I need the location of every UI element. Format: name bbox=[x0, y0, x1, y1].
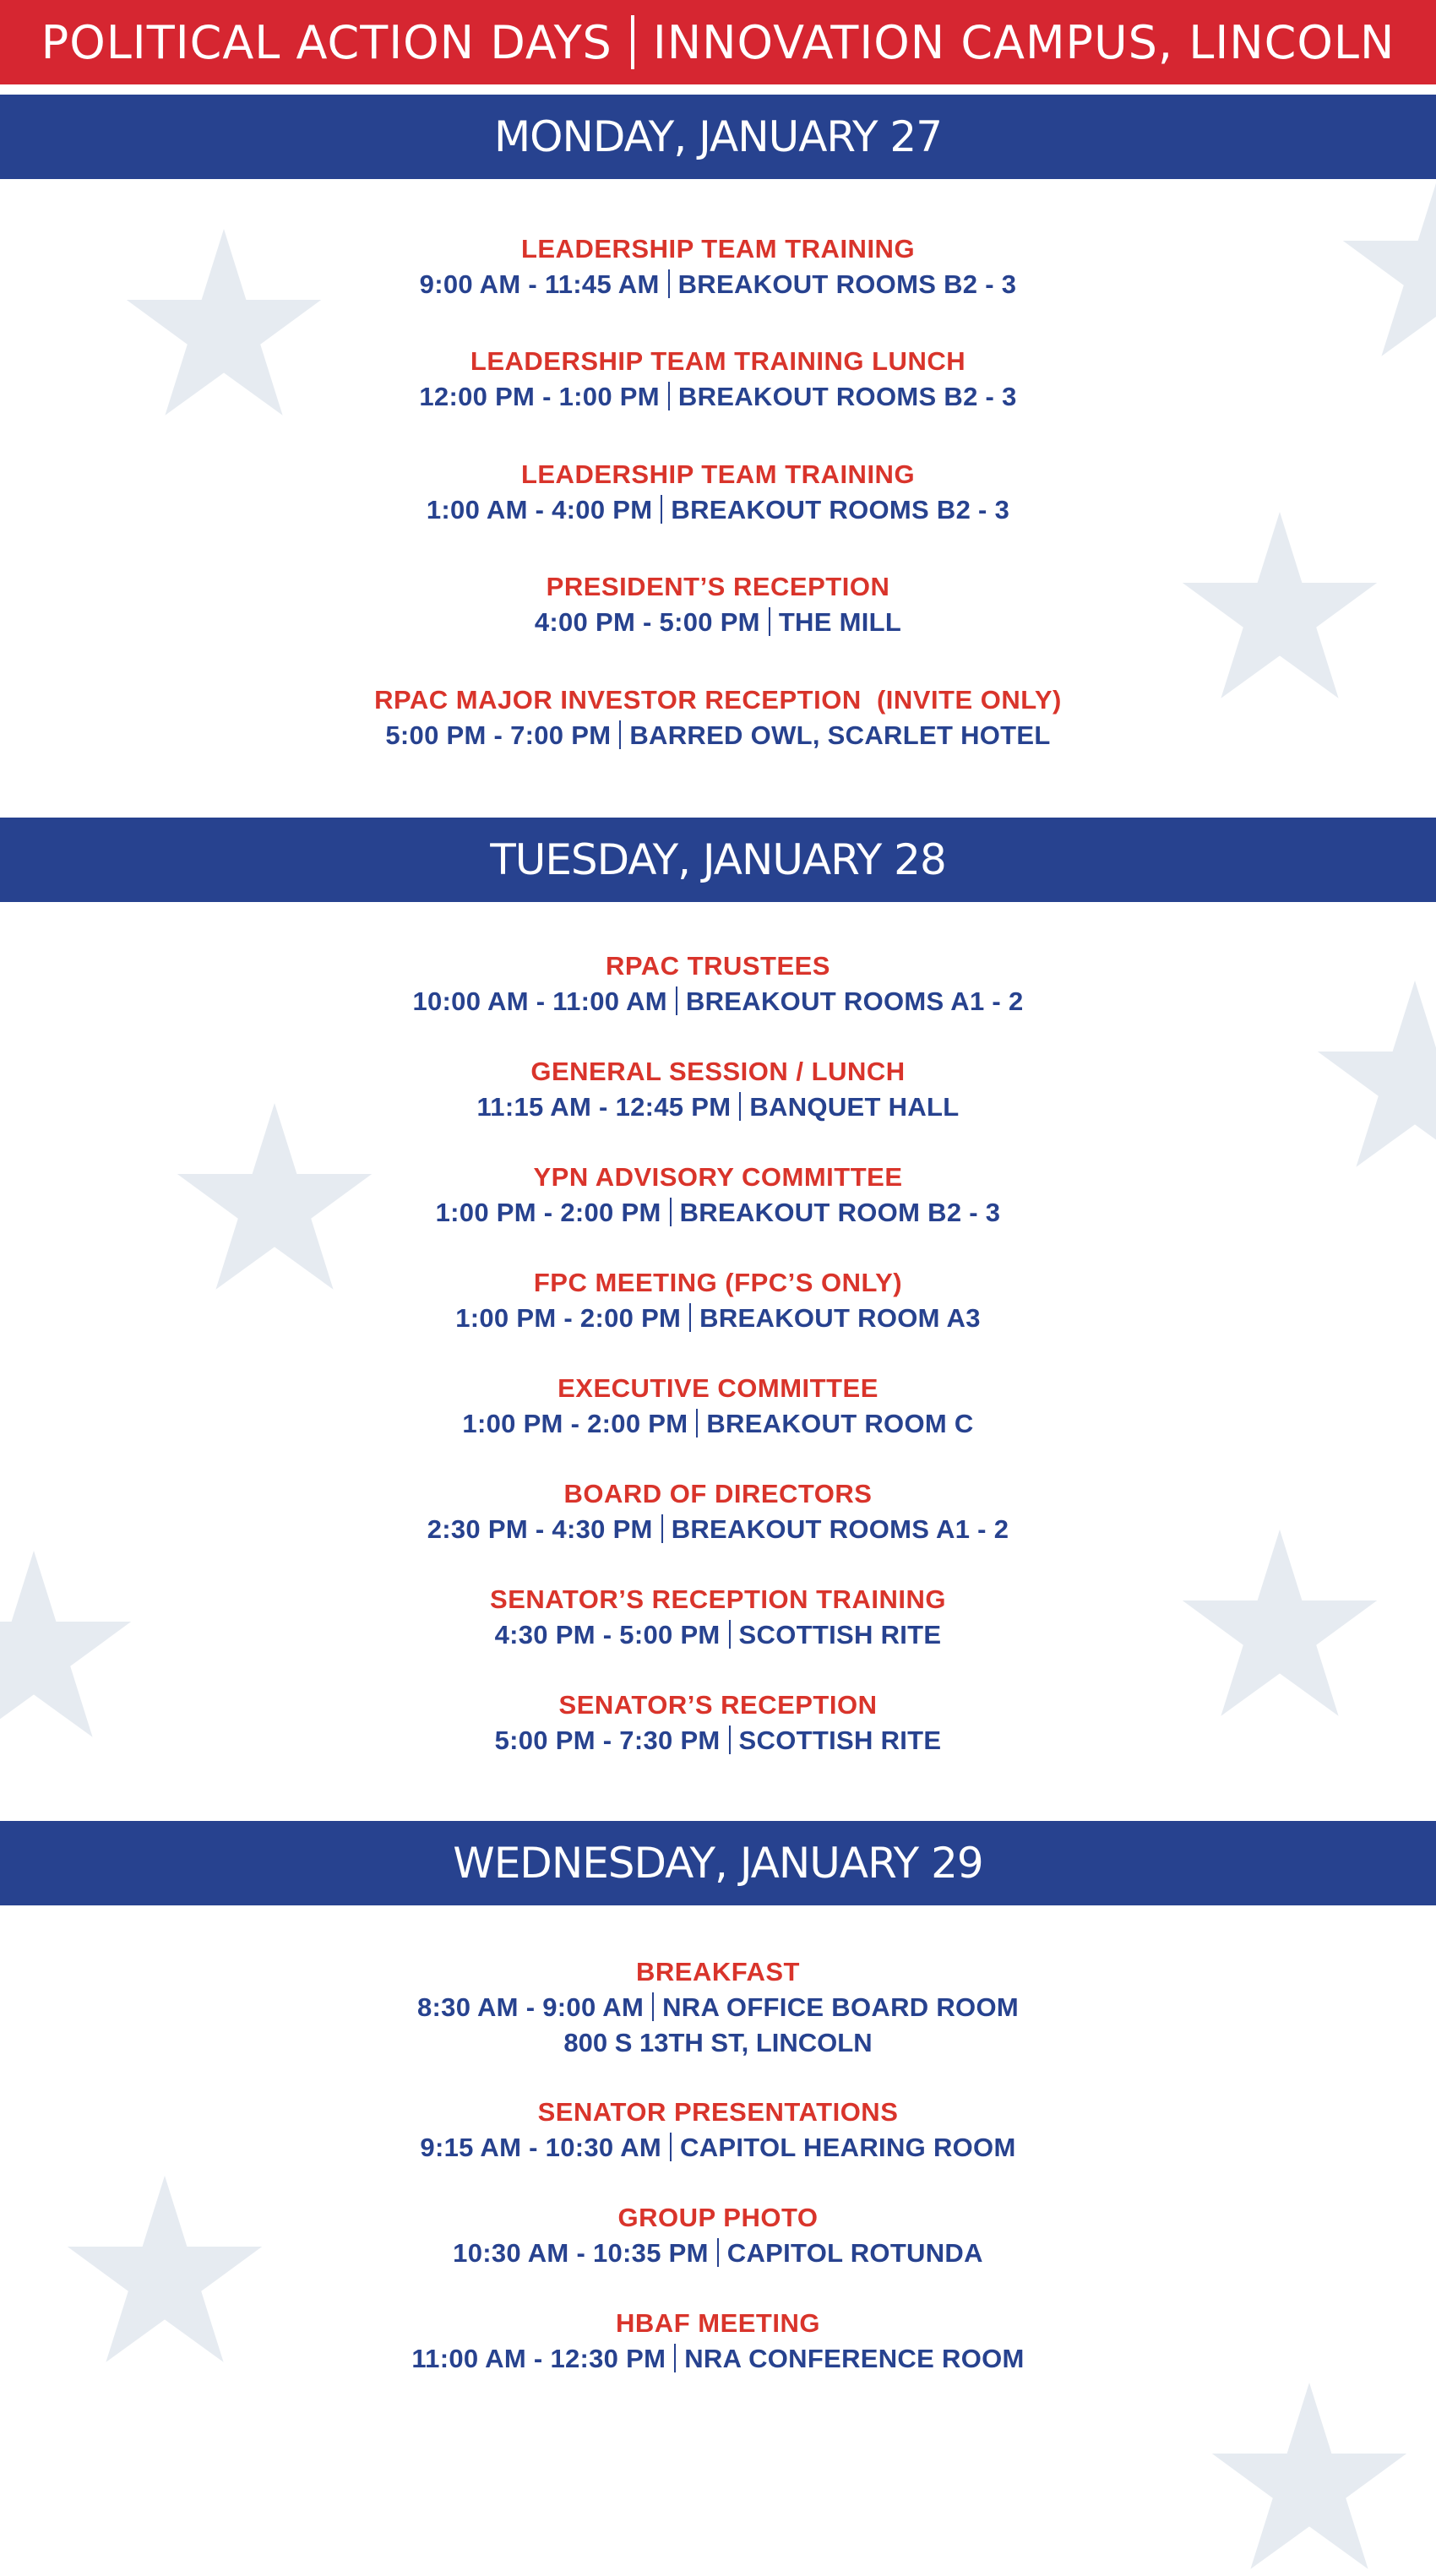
event-location: BREAKOUT ROOM C bbox=[706, 1409, 974, 1438]
event-title: RPAC TRUSTEES bbox=[605, 951, 830, 981]
schedule-event bbox=[0, 2306, 1436, 2377]
event-title: FPC MEETING (FPC’S ONLY) bbox=[533, 1268, 903, 1297]
event-time: 1:00 AM - 4:00 PM bbox=[426, 495, 653, 524]
event-location: BREAKOUT ROOMS A1 - 2 bbox=[671, 1514, 1009, 1544]
event-details bbox=[0, 379, 1436, 415]
event-time: 9:00 AM - 11:45 AM bbox=[419, 269, 660, 299]
event-location: THE MILL bbox=[778, 607, 902, 637]
event-time: 10:00 AM - 11:00 AM bbox=[412, 986, 667, 1016]
event-time: 4:30 PM - 5:00 PM bbox=[494, 1620, 721, 1649]
divider bbox=[668, 269, 670, 298]
event-title: SENATOR’S RECEPTION bbox=[558, 1690, 878, 1720]
event-time: 9:15 AM - 10:30 AM bbox=[420, 2133, 662, 2162]
day-heading-monday: MONDAY, JANUARY 27 bbox=[0, 95, 1436, 179]
event-time: 11:15 AM - 12:45 PM bbox=[476, 1092, 732, 1122]
event-details bbox=[0, 984, 1436, 1019]
event-time: 10:30 AM - 10:35 PM bbox=[453, 2238, 709, 2268]
schedule-event bbox=[0, 2095, 1436, 2166]
event-location: NRA CONFERENCE ROOM bbox=[684, 2344, 1025, 2373]
event-location: CAPITOL ROTUNDA bbox=[726, 2238, 983, 2268]
schedule-event bbox=[0, 569, 1436, 640]
event-location: BREAKOUT ROOM B2 - 3 bbox=[679, 1198, 1001, 1227]
event-location: BANQUET HALL bbox=[749, 1092, 960, 1122]
divider bbox=[689, 1303, 691, 1332]
event-time: 1:00 PM - 2:00 PM bbox=[435, 1198, 661, 1227]
event-time: 2:30 PM - 4:30 PM bbox=[427, 1514, 653, 1544]
event-details bbox=[0, 1512, 1436, 1547]
event-title: GROUP PHOTO bbox=[617, 2203, 819, 2232]
event-title: YPN ADVISORY COMMITTEE bbox=[533, 1162, 903, 1192]
schedule-event bbox=[0, 344, 1436, 415]
divider bbox=[670, 1198, 672, 1226]
event-time: 5:00 PM - 7:30 PM bbox=[494, 1725, 721, 1755]
schedule-event bbox=[0, 1954, 1436, 2061]
schedule-event bbox=[0, 682, 1436, 753]
divider bbox=[668, 382, 670, 410]
event-title: LEADERSHIP TEAM TRAINING bbox=[520, 234, 916, 264]
banner-divider bbox=[631, 15, 634, 69]
event-location: BREAKOUT ROOMS B2 - 3 bbox=[677, 382, 1017, 411]
event-details bbox=[0, 2236, 1436, 2271]
schedule-event bbox=[0, 1371, 1436, 1442]
event-title: SENATOR PRESENTATIONS bbox=[537, 2097, 899, 2127]
divider bbox=[670, 2133, 672, 2161]
event-location: BREAKOUT ROOMS B2 - 3 bbox=[677, 269, 1017, 299]
schedule-event bbox=[0, 1582, 1436, 1653]
event-details bbox=[0, 1406, 1436, 1442]
event-details bbox=[0, 1195, 1436, 1231]
banner-event-name: POLITICAL ACTION DAYS bbox=[41, 15, 612, 69]
event-details bbox=[0, 605, 1436, 640]
event-location: BREAKOUT ROOMS A1 - 2 bbox=[685, 986, 1024, 1016]
divider bbox=[661, 1514, 663, 1543]
event-title: GENERAL SESSION / LUNCH bbox=[530, 1057, 906, 1086]
divider bbox=[674, 2344, 676, 2372]
divider bbox=[769, 607, 770, 636]
banner-venue: INNOVATION CAMPUS, LINCOLN bbox=[652, 15, 1395, 69]
event-time: 5:00 PM - 7:00 PM bbox=[385, 720, 612, 750]
event-title: BREAKFAST bbox=[636, 1957, 800, 1986]
event-time: 8:30 AM - 9:00 AM bbox=[416, 1992, 645, 2022]
event-title: EXECUTIVE COMMITTEE bbox=[558, 1373, 878, 1403]
schedule-event bbox=[0, 1476, 1436, 1547]
divider bbox=[717, 2238, 719, 2267]
event-details bbox=[0, 267, 1436, 302]
event-details bbox=[0, 2130, 1436, 2166]
event-location: SCOTTISH RITE bbox=[738, 1725, 942, 1755]
event-title: LEADERSHIP TEAM TRAINING bbox=[520, 459, 916, 489]
schedule-event bbox=[0, 2200, 1436, 2271]
event-time: 12:00 PM - 1:00 PM bbox=[419, 382, 660, 411]
event-location: NRA OFFICE BOARD ROOM bbox=[662, 1992, 1019, 2022]
schedule-event bbox=[0, 1160, 1436, 1231]
event-title: BOARD OF DIRECTORS bbox=[563, 1479, 873, 1508]
background-star-icon bbox=[1208, 2382, 1411, 2576]
divider bbox=[676, 986, 677, 1015]
event-location: CAPITOL HEARING ROOM bbox=[680, 2133, 1016, 2162]
schedule-event bbox=[0, 1687, 1436, 1758]
event-title: RPAC MAJOR INVESTOR RECEPTION (INVITE ONLY) bbox=[374, 685, 1062, 715]
event-location: SCOTTISH RITE bbox=[738, 1620, 942, 1649]
event-details bbox=[0, 718, 1436, 753]
divider bbox=[729, 1620, 731, 1649]
schedule-event bbox=[0, 948, 1436, 1019]
event-details bbox=[0, 1617, 1436, 1653]
schedule-event bbox=[0, 1265, 1436, 1336]
event-time: 1:00 PM - 2:00 PM bbox=[462, 1409, 688, 1438]
divider bbox=[729, 1725, 731, 1754]
day-heading-wednesday: WEDNESDAY, JANUARY 29 bbox=[0, 1821, 1436, 1905]
divider bbox=[619, 720, 621, 749]
event-details bbox=[0, 492, 1436, 528]
event-location: BREAKOUT ROOM A3 bbox=[699, 1303, 981, 1333]
event-time: 4:00 PM - 5:00 PM bbox=[534, 607, 760, 637]
event-details bbox=[0, 1301, 1436, 1336]
divider bbox=[652, 1992, 654, 2021]
divider bbox=[739, 1092, 741, 1121]
schedule-event bbox=[0, 231, 1436, 302]
event-details bbox=[0, 1090, 1436, 1125]
schedule-event bbox=[0, 457, 1436, 528]
event-details bbox=[0, 2341, 1436, 2377]
event-location: BARRED OWL, SCARLET HOTEL bbox=[629, 720, 1051, 750]
divider bbox=[696, 1409, 698, 1437]
event-time: 11:00 AM - 12:30 PM bbox=[411, 2344, 666, 2373]
divider bbox=[661, 495, 662, 524]
event-details bbox=[0, 1990, 1436, 2025]
schedule-event bbox=[0, 1054, 1436, 1125]
event-details bbox=[0, 1723, 1436, 1758]
event-title: PRESIDENT’S RECEPTION bbox=[546, 572, 890, 601]
day-heading-tuesday: TUESDAY, JANUARY 28 bbox=[0, 818, 1436, 902]
event-address: 800 S 13TH ST, LINCOLN bbox=[563, 2028, 873, 2057]
event-time: 1:00 PM - 2:00 PM bbox=[455, 1303, 682, 1333]
event-title: LEADERSHIP TEAM TRAINING LUNCH bbox=[470, 346, 966, 376]
event-title: HBAF MEETING bbox=[616, 2308, 820, 2338]
event-location: BREAKOUT ROOMS B2 - 3 bbox=[671, 495, 1010, 524]
event-banner bbox=[0, 0, 1436, 84]
event-title: SENATOR’S RECEPTION TRAINING bbox=[490, 1584, 946, 1614]
